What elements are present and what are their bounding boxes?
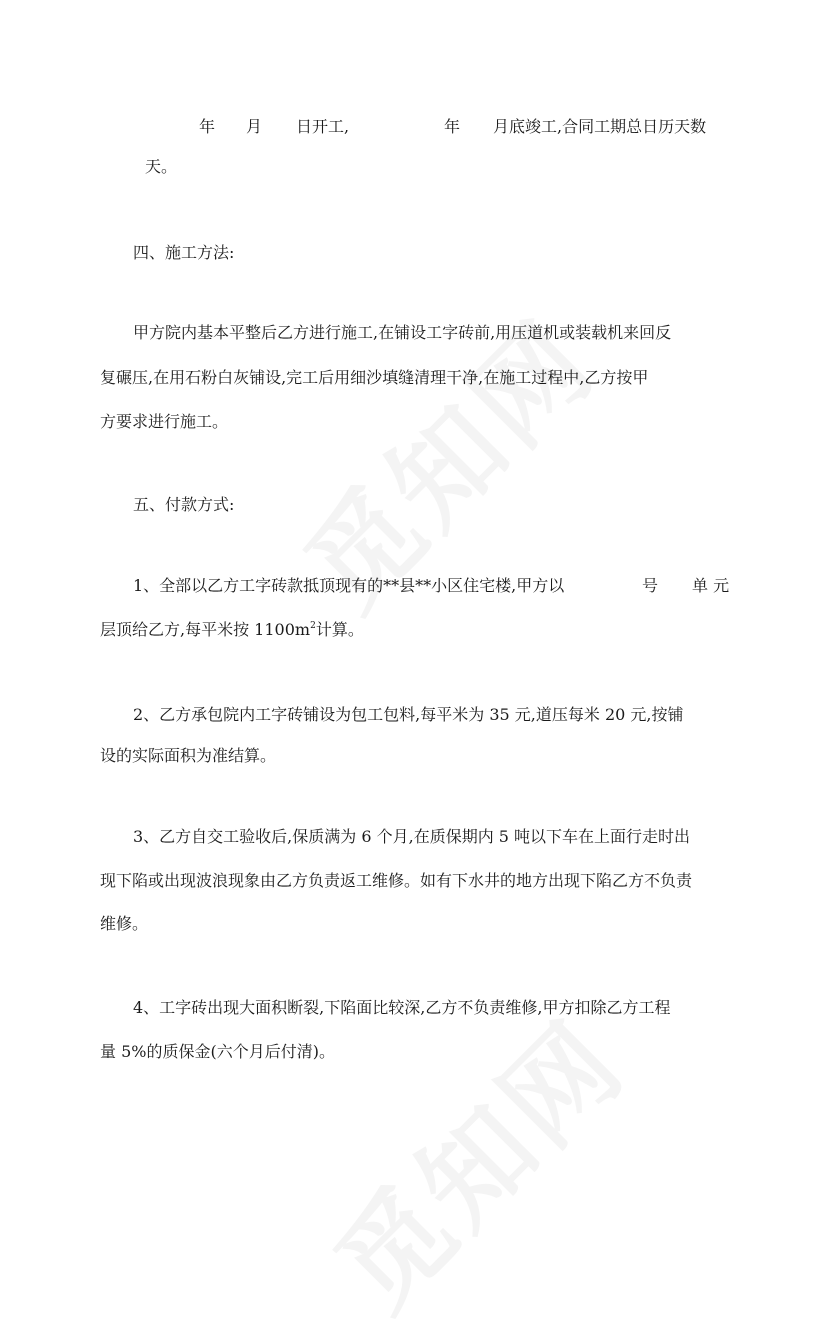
- clause-1-line-2: [100, 620, 364, 640]
- section-heading-method: 四、施工方法:: [133, 243, 235, 262]
- superscript-two: 2: [310, 621, 316, 631]
- clause-4-line-2: 量 5%的质保金(六个月后付清)。: [100, 1042, 335, 1061]
- clause-1-line-2-prefix: 层顶给乙方,每平米按 1100m: [100, 620, 311, 639]
- schedule-line-2: 天。: [145, 157, 178, 176]
- start-label: 日开工,: [296, 117, 350, 136]
- clause-2-line-1: 2、乙方承包院内工字砖铺设为包工包料,每平米为 35 元,道压每米 20 元,按铺: [133, 705, 684, 724]
- clause-3-line-2: 现下陷或出现波浪现象由乙方负责返工维修。如有下水井的地方出现下陷乙方不负责: [100, 871, 693, 890]
- month-label-1: 月: [246, 117, 263, 136]
- method-line-2: 复碾压,在用石粉白灰铺设,完工后用细沙填缝清理干净,在施工过程中,乙方按甲: [100, 368, 649, 387]
- year-label-2: 年: [444, 117, 461, 136]
- method-line-3: 方要求进行施工。: [100, 412, 229, 431]
- clause-3-line-1: 3、乙方自交工验收后,保质满为 6 个月,在质保期内 5 吨以下车在上面行走时出: [133, 827, 691, 846]
- clause-1-hao: 号: [642, 576, 659, 595]
- clause-3-line-3: 维修。: [100, 914, 149, 933]
- end-label: 月底竣工,合同工期总日历天数: [493, 117, 707, 136]
- clause-2-line-2: 设的实际面积为准结算。: [100, 746, 277, 765]
- watermark: [295, 980, 653, 1338]
- section-heading-payment: 五、付款方式:: [133, 495, 235, 514]
- clause-1-unit: 单 元: [692, 576, 730, 595]
- clause-1-line-2-suffix: 计算。: [315, 620, 364, 639]
- method-line-1: 甲方院内基本平整后乙方进行施工,在铺设工字砖前,用压道机或装载机来回反: [133, 323, 672, 342]
- clause-4-line-1: 4、工字砖出现大面积断裂,下陷面比较深,乙方不负责维修,甲方扣除乙方工程: [133, 998, 671, 1017]
- clause-1-text: 1、全部以乙方工字砖款抵顶现有的**县**小区住宅楼,甲方以: [133, 576, 565, 595]
- year-label-1: 年: [199, 117, 216, 136]
